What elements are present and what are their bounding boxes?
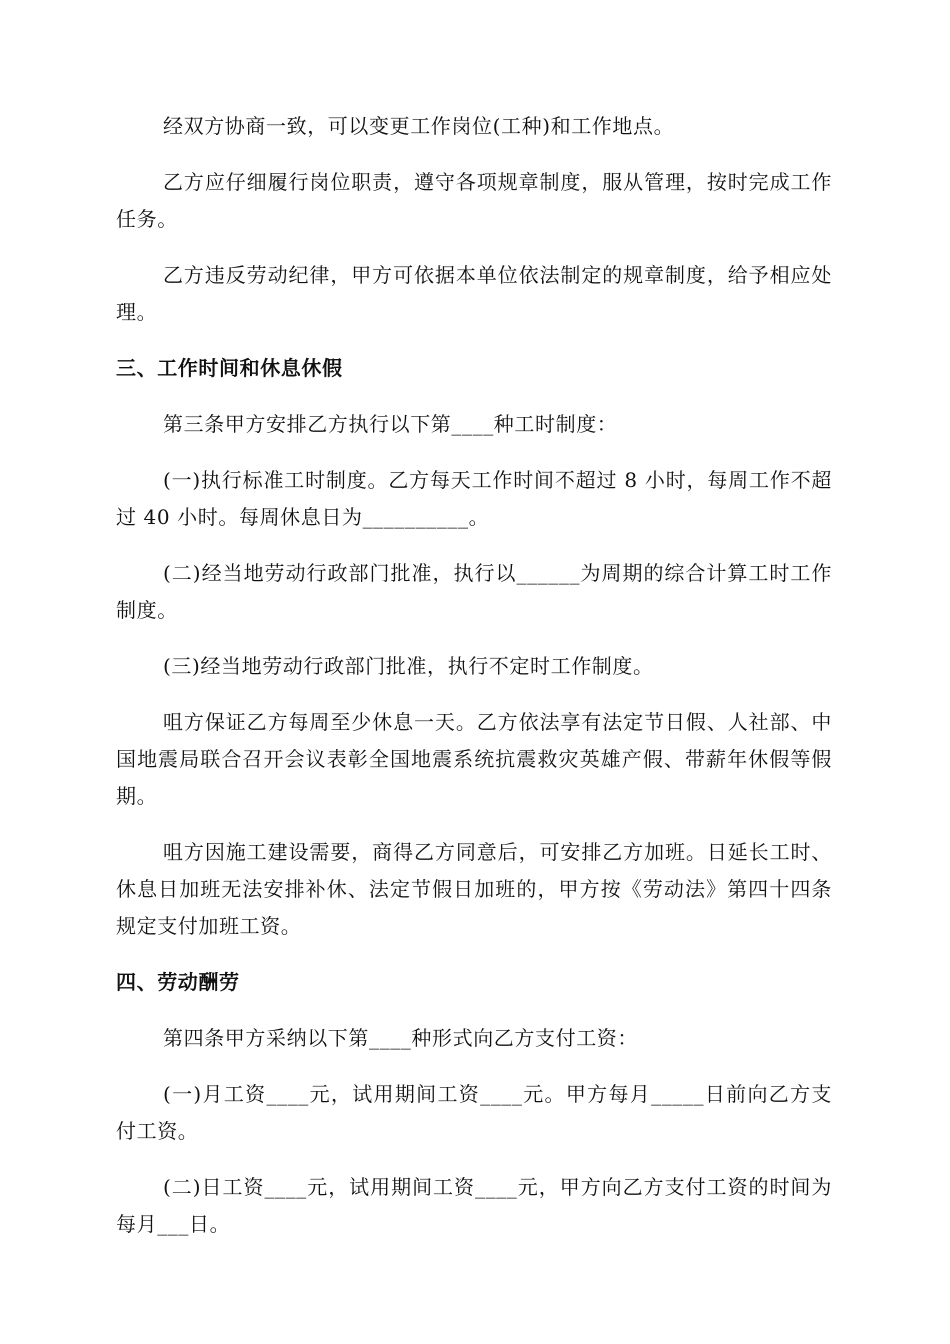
section-heading-remuneration: 四、劳动酬劳 <box>116 970 240 994</box>
paragraph-flexible-hours: (三)经当地劳动行政部门批准，执行不定时工作制度。 <box>163 654 654 678</box>
paragraph-daily-wage: (二)日工资____元，试用期间工资____元，甲方向乙方支付工资的时间为每月___日。 <box>116 1175 832 1236</box>
document-page <box>116 108 832 1262</box>
paragraph-change-position: 经双方协商一致，可以变更工作岗位(工种)和工作地点。 <box>163 114 675 138</box>
paragraph-rest-days: 咀方保证乙方每周至少休息一天。乙方依法享有法定节日假、人社部、中国地震局联合召开会议表彰全国地震系统抗震救灾英雄产假、带薪年休假等假期。 <box>116 710 832 808</box>
paragraph-monthly-wage: (一)月工资____元，试用期间工资____元。甲方每月_____日前向乙方支付工资。 <box>116 1082 832 1143</box>
paragraph-article-3: 第三条甲方安排乙方执行以下第____种工时制度： <box>163 412 618 436</box>
paragraph-article-4: 第四条甲方采纳以下第____种形式向乙方支付工资： <box>163 1026 638 1050</box>
paragraph-duties: 乙方应仔细履行岗位职责，遵守各项规章制度，服从管理，按时完成工作任务。 <box>116 170 832 231</box>
paragraph-standard-hours: (一)执行标准工时制度。乙方每天工作时间不超过 8 小时，每周工作不超过 40 小时。每周休息日为__________。 <box>116 468 832 529</box>
section-heading-working-hours: 三、工作时间和休息休假 <box>116 356 343 380</box>
paragraph-comprehensive-hours: (二)经当地劳动行政部门批准，执行以______为周期的综合计算工时工作制度。 <box>116 561 832 622</box>
paragraph-overtime: 咀方因施工建设需要，商得乙方同意后，可安排乙方加班。日延长工时、休息日加班无法安排补休、法定节假日加班的，甲方按《劳动法》第四十四条规定支付加班工资。 <box>116 840 832 938</box>
paragraph-discipline: 乙方违反劳动纪律，甲方可依据本单位依法制定的规章制度，给予相应处理。 <box>116 263 832 324</box>
